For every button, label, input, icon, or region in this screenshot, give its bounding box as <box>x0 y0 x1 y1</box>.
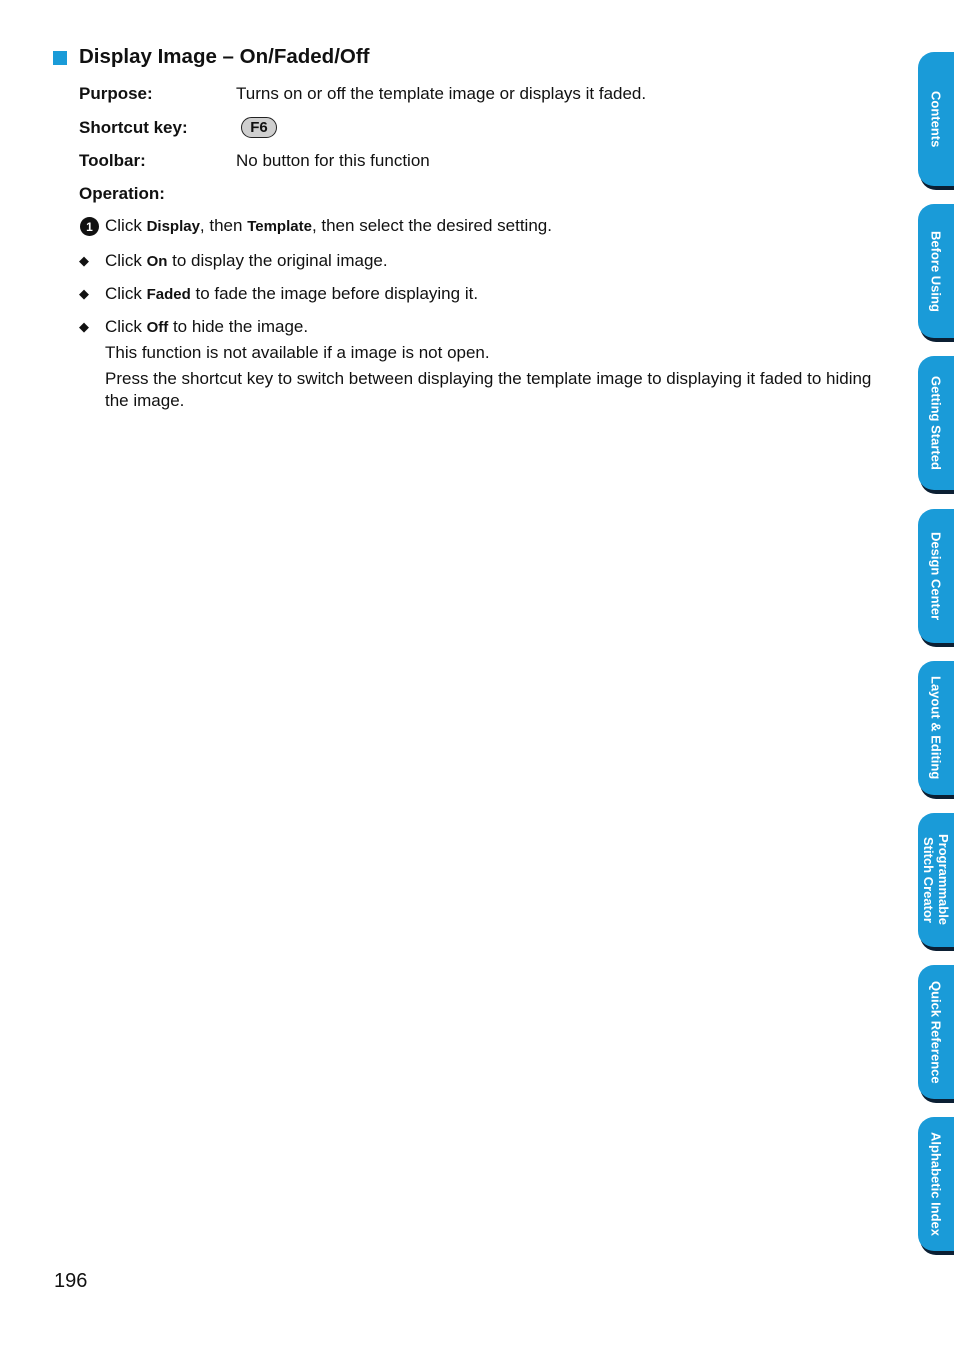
tab-layout-editing[interactable] <box>918 661 954 795</box>
tab-alphabetic-index[interactable] <box>918 1117 954 1251</box>
page-number: 196 <box>54 1270 88 1292</box>
toolbar-value: No button for this function <box>236 151 430 170</box>
operation-label: Operation: <box>79 184 165 203</box>
diamond-bullet-icon: ◆ <box>79 286 89 301</box>
tab-label: Design Center <box>928 531 944 621</box>
shortcut-label: Shortcut key: <box>79 118 188 137</box>
section-heading <box>53 45 369 69</box>
tab-label: Before Using <box>928 230 944 312</box>
ui-term-on: On <box>146 253 168 270</box>
ui-term-display: Display <box>146 218 200 235</box>
tab-label: Quick Reference <box>928 980 944 1084</box>
tab-quick-reference[interactable] <box>918 965 954 1099</box>
step-number-icon: 1 <box>80 217 99 236</box>
ui-term-off: Off <box>146 319 169 336</box>
step-1-text: Click Display, then Template, then select the desired setting. <box>105 216 552 235</box>
ui-term-faded: Faded <box>146 286 191 303</box>
tab-label: Getting Started <box>928 376 944 470</box>
toolbar-label: Toolbar: <box>79 151 146 170</box>
note-shortcut: Press the shortcut key to switch between displaying the template image to displaying it faded to hiding the image. <box>105 369 872 410</box>
note-not-available: This function is not available if a image is not open. <box>105 343 490 362</box>
ui-term-template: Template <box>247 218 312 235</box>
diamond-bullet-icon: ◆ <box>79 253 89 268</box>
square-bullet-icon <box>53 51 67 65</box>
section-title: Display Image – On/Faded/Off <box>79 45 370 68</box>
tab-before-using[interactable] <box>918 204 954 338</box>
shortcut-key-badge: F6 <box>241 117 277 138</box>
option-on: Click On to display the original image. <box>105 251 388 270</box>
purpose-label: Purpose: <box>79 84 153 103</box>
tab-label: Programmable Stitch Creator <box>921 834 951 926</box>
tab-label: Layout & Editing <box>928 676 944 780</box>
tab-label: Alphabetic Index <box>928 1131 944 1237</box>
option-faded: Click Faded to fade the image before displaying it. <box>105 284 479 303</box>
tab-getting-started[interactable] <box>918 356 954 490</box>
purpose-value: Turns on or off the template image or displays it faded. <box>236 84 647 103</box>
diamond-bullet-icon: ◆ <box>79 319 89 334</box>
tab-contents[interactable] <box>918 52 954 186</box>
option-off: Click Off to hide the image. <box>105 317 309 336</box>
tab-design-center[interactable] <box>918 509 954 643</box>
tab-programmable-stitch-creator[interactable] <box>918 813 954 947</box>
tab-label: Contents <box>928 90 944 148</box>
